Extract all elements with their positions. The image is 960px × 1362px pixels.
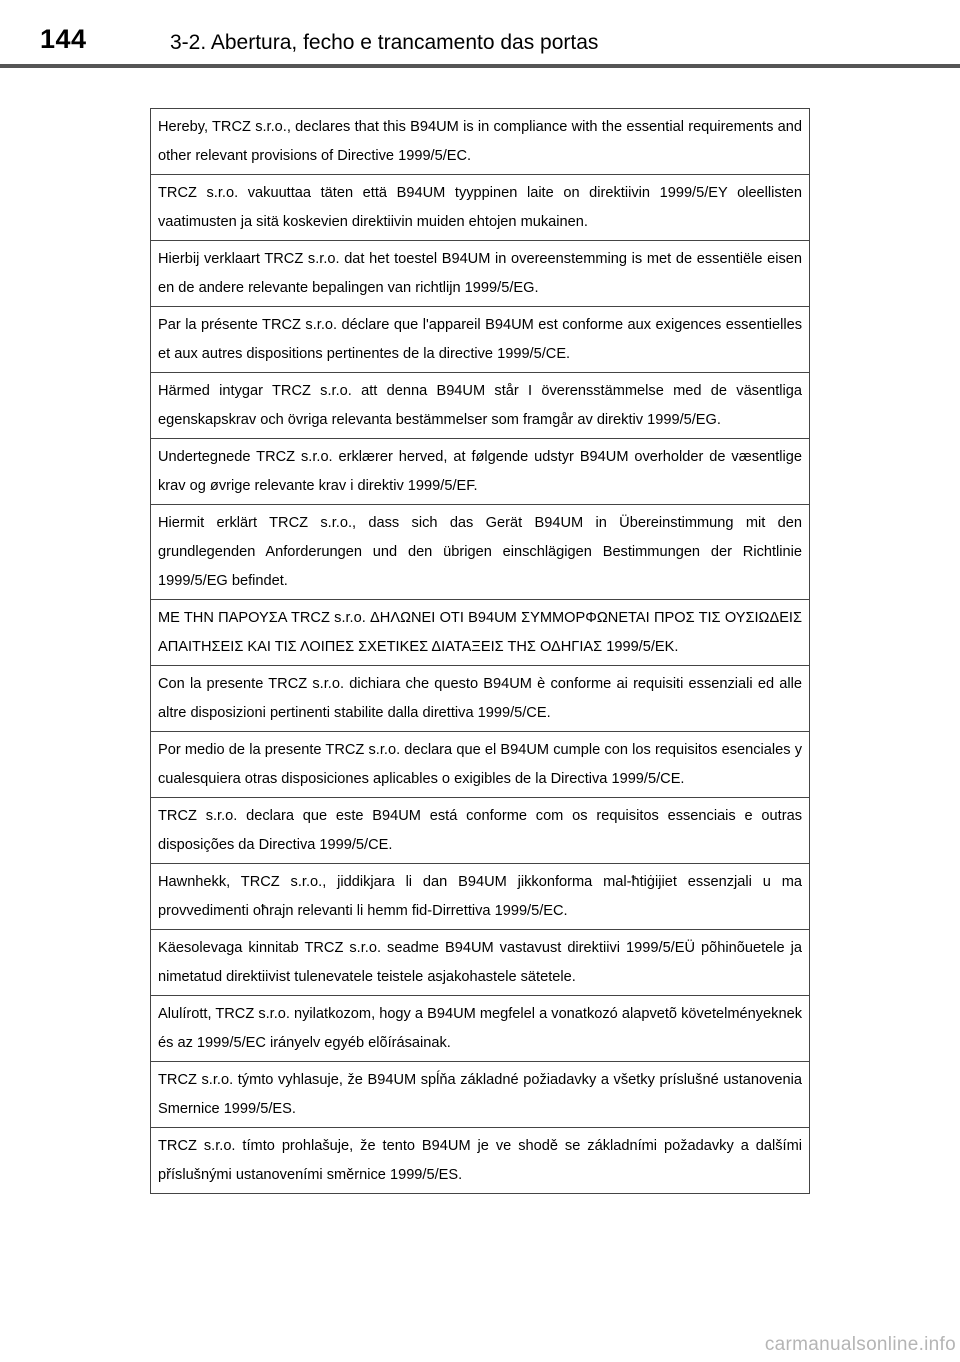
declaration-danish: Undertegnede TRCZ s.r.o. erklærer herved, at følgende udstyr B94UM overholder de væsentlige krav og øvrige relevante krav i direktiv 1999/5/EF. bbox=[151, 439, 810, 505]
table-row bbox=[151, 798, 810, 864]
page-header bbox=[0, 0, 960, 68]
table-row bbox=[151, 373, 810, 439]
declaration-greek: ΜΕ ΤΗΝ ΠΑΡΟΥΣΑ TRCZ s.r.o. ΔΗΛΩΝΕΙ ΟΤΙ B94UM ΣΥΜΜΟΡΦΩΝΕΤΑΙ ΠΡΟΣ ΤΙΣ ΟΥΣΙΩΔΕΙΣ ΑΠΑΙΤΗΣΕΙΣ ΚΑΙ ΤΙΣ ΛΟΙΠΕΣ ΣΧΕΤΙΚΕΣ ΔΙΑΤΑΞΕΙΣ ΤΗΣ ΟΔΗΓΙΑΣ 1999/5/ΕΚ. bbox=[151, 600, 810, 666]
declaration-slovak: TRCZ s.r.o. týmto vyhlasuje, že B94UM spĺňa základné požiadavky a všetky príslušné ustanovenia Smernice 1999/5/ES. bbox=[151, 1062, 810, 1128]
declaration-german: Hiermit erklärt TRCZ s.r.o., dass sich das Gerät B94UM in Übereinstimmung mit den grundlegenden Anforderungen und den übrigen einschlägigen Bestimmungen der Richtlinie 1999/5/EG befindet. bbox=[151, 505, 810, 600]
declarations-table bbox=[150, 108, 810, 1194]
declaration-swedish: Härmed intygar TRCZ s.r.o. att denna B94UM står I överensstämmelse med de väsentliga egenskapskrav och övriga relevanta bestämmelser som framgår av direktiv 1999/5/EG. bbox=[151, 373, 810, 439]
table-row bbox=[151, 175, 810, 241]
declaration-estonian: Käesolevaga kinnitab TRCZ s.r.o. seadme B94UM vastavust direktiivi 1999/5/EÜ põhinõuetele ja nimetatud direktiivist tulenevatele teistele asjakohastele sätetele. bbox=[151, 930, 810, 996]
declaration-dutch: Hierbij verklaart TRCZ s.r.o. dat het toestel B94UM in overeenstemming is met de essentiële eisen en de andere relevante bepalingen van richtlijn 1999/5/EG. bbox=[151, 241, 810, 307]
watermark: carmanualsonline.info bbox=[764, 1334, 956, 1355]
declaration-finnish: TRCZ s.r.o. vakuuttaa täten että B94UM tyyppinen laite on direktiivin 1999/5/EY oleellisten vaatimusten ja sitä koskevien direktiivin muiden ehtojen mukainen. bbox=[151, 175, 810, 241]
section-title: 3-2. Abertura, fecho e trancamento das portas bbox=[170, 31, 599, 54]
table-row bbox=[151, 666, 810, 732]
table-row bbox=[151, 505, 810, 600]
table-row bbox=[151, 241, 810, 307]
table-row bbox=[151, 307, 810, 373]
declaration-czech: TRCZ s.r.o. tímto prohlašuje, že tento B94UM je ve shodě se základními požadavky a dalšími příslušnými ustanoveními směrnice 1999/5/ES. bbox=[151, 1128, 810, 1194]
declaration-hungarian: Alulírott, TRCZ s.r.o. nyilatkozom, hogy a B94UM megfelel a vonatkozó alapvetõ követelményeknek és az 1999/5/EC irányelv egyéb elõírásainak. bbox=[151, 996, 810, 1062]
table-row bbox=[151, 109, 810, 175]
page-number: 144 bbox=[40, 24, 87, 54]
declaration-portuguese: TRCZ s.r.o. declara que este B94UM está conforme com os requisitos essenciais e outras disposições da Directiva 1999/5/CE. bbox=[151, 798, 810, 864]
table-row bbox=[151, 996, 810, 1062]
table-row bbox=[151, 930, 810, 996]
table-row bbox=[151, 732, 810, 798]
table-row bbox=[151, 1062, 810, 1128]
declaration-english: Hereby, TRCZ s.r.o., declares that this B94UM is in compliance with the essential requirements and other relevant provisions of Directive 1999/5/EC. bbox=[151, 109, 810, 175]
table-row bbox=[151, 439, 810, 505]
table-row bbox=[151, 864, 810, 930]
table-row bbox=[151, 600, 810, 666]
declaration-spanish: Por medio de la presente TRCZ s.r.o. declara que el B94UM cumple con los requisitos esenciales y cualesquiera otras disposiciones aplicables o exigibles de la Directiva 1999/5/CE. bbox=[151, 732, 810, 798]
table-row bbox=[151, 1128, 810, 1194]
declaration-french: Par la présente TRCZ s.r.o. déclare que l'appareil B94UM est conforme aux exigences essentielles et aux autres dispositions pertinentes de la directive 1999/5/CE. bbox=[151, 307, 810, 373]
declaration-maltese: Hawnhekk, TRCZ s.r.o., jiddikjara li dan B94UM jikkonforma mal-ħtiġijiet essenzjali u ma provvedimenti oħrajn relevanti li hemm fid-Dirrettiva 1999/5/EC. bbox=[151, 864, 810, 930]
header-rule bbox=[0, 64, 960, 68]
declaration-italian: Con la presente TRCZ s.r.o. dichiara che questo B94UM è conforme ai requisiti essenziali ed alle altre disposizioni pertinenti stabilite dalla direttiva 1999/5/CE. bbox=[151, 666, 810, 732]
